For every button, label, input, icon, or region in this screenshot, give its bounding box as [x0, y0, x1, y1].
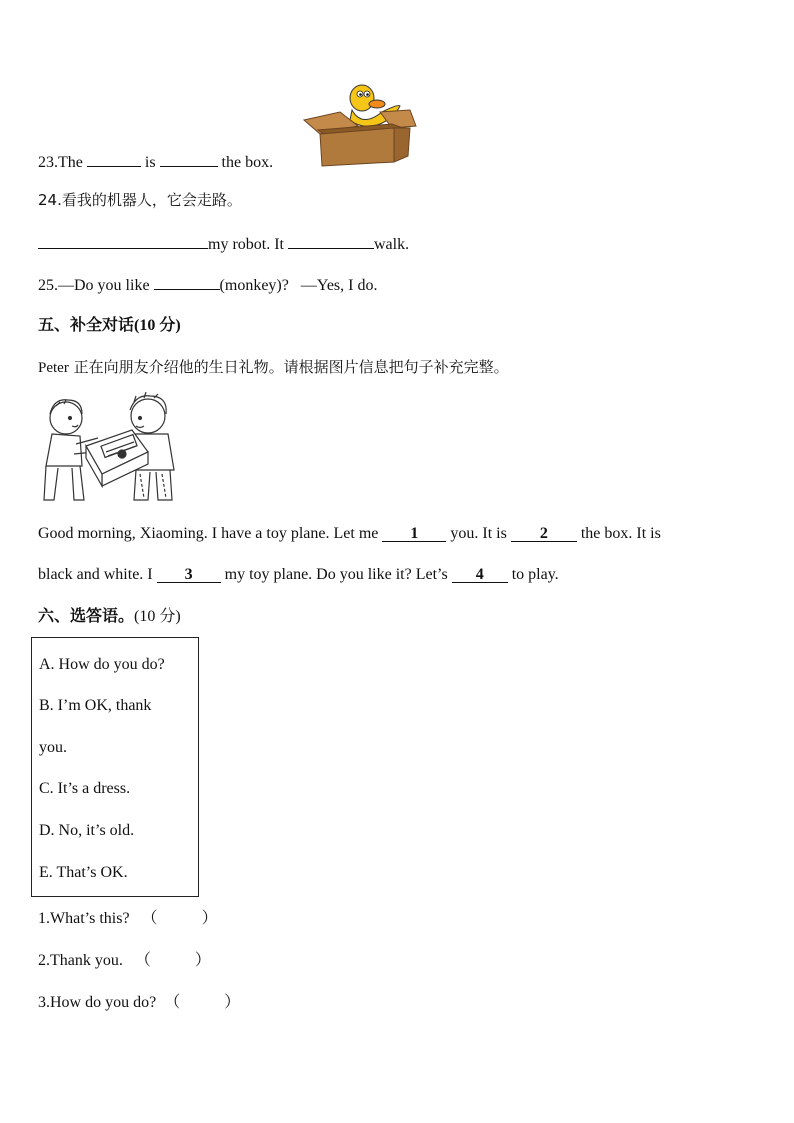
duck-in-box-illustration	[300, 82, 418, 168]
passage-line-1	[38, 524, 661, 544]
passage-text: my toy plane. Do you like it? Let’s	[220, 566, 452, 583]
passage-blank-1[interactable]: 1	[382, 524, 446, 542]
section-5-heading	[38, 315, 181, 336]
paren-close: ）	[194, 952, 211, 969]
choice-question-2	[38, 951, 211, 971]
passage-text: to play.	[507, 566, 559, 583]
question-23	[38, 150, 273, 173]
hint: (monkey)?	[219, 277, 289, 294]
option-b: B. I’m OK, thank	[39, 697, 152, 714]
question-25	[38, 273, 377, 296]
question-number: 23.	[38, 154, 58, 171]
section-6-heading	[38, 606, 181, 627]
word: The	[58, 154, 83, 171]
heading-text: 六、选答语。	[38, 606, 135, 625]
heading-score: (10 分)	[134, 608, 181, 625]
passage-line-2	[38, 565, 559, 585]
passage-text: Good morning, Xiaoming. I have a toy plane. Let me	[38, 525, 383, 542]
passage-blank-3[interactable]: 3	[157, 565, 221, 583]
word: Do you like	[74, 277, 150, 294]
passage-text: the box. It is	[576, 525, 661, 542]
heading-score: (10 分)	[134, 317, 181, 334]
answer-blank[interactable]	[154, 273, 220, 290]
boys-with-toy-plane-illustration	[36, 392, 186, 506]
option-c: C. It’s a dress.	[39, 780, 131, 797]
heading-text: 五、补全对话	[38, 315, 135, 334]
choice-question-3	[38, 993, 240, 1013]
paren-open: （	[134, 952, 151, 969]
paren-open: （	[141, 910, 158, 927]
instruction-name: Peter	[38, 360, 69, 376]
option-d: D. No, it’s old.	[39, 822, 135, 839]
word: my robot. It	[208, 236, 284, 253]
answer-blank[interactable]	[288, 232, 374, 249]
question-text: 3.How do you do?	[38, 994, 157, 1011]
choice-question-1	[38, 909, 218, 929]
word: is	[144, 154, 156, 171]
question-24-answer	[38, 232, 409, 255]
option-e: E. That’s OK.	[39, 864, 128, 881]
word: walk.	[374, 236, 410, 253]
passage-blank-2[interactable]: 2	[511, 524, 577, 542]
dash: —	[300, 277, 317, 294]
answer-blank[interactable]	[160, 150, 218, 167]
options-box	[31, 637, 199, 897]
passage-blank-4[interactable]: 4	[452, 565, 508, 583]
dash: —	[58, 277, 74, 294]
word: the box.	[221, 154, 274, 171]
paren-close: ）	[224, 994, 241, 1011]
question-text: 1.What’s this?	[38, 910, 130, 927]
option-b-continued: you.	[39, 739, 67, 756]
question-text: 2.Thank you.	[38, 952, 123, 969]
answer-blank[interactable]	[38, 232, 208, 249]
paren-close: ）	[201, 910, 218, 927]
question-24-prompt: 24.看我的机器人，它会走路。	[38, 191, 242, 209]
answer-text: Yes, I do.	[316, 277, 378, 294]
passage-text: black and white. I	[38, 566, 157, 583]
instruction-text: 正在向朋友介绍他的生日礼物。请根据图片信息把句子补充完整。	[68, 358, 509, 376]
section-5-instruction	[38, 357, 509, 378]
passage-text: you. It is	[446, 525, 511, 542]
question-number: 25.	[38, 277, 58, 294]
answer-blank[interactable]	[87, 150, 141, 167]
option-a: A. How do you do?	[39, 656, 165, 673]
paren-open: （	[164, 994, 181, 1011]
